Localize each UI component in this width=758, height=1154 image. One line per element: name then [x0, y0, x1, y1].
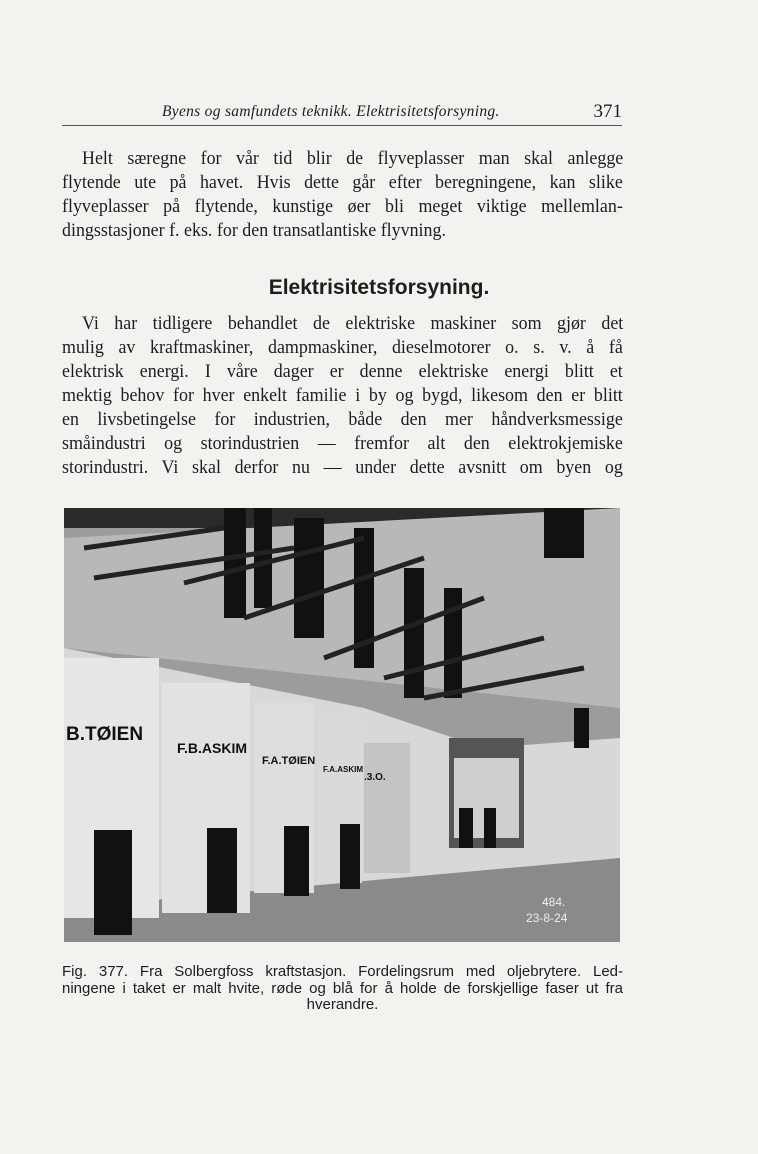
text-line: småindustri og storindustrien — fremfor alt den elektrokjemiske [62, 433, 623, 454]
text-line: elektrisk energi. I våre dager er denne elektriske energi blitt et [62, 361, 623, 382]
plate-date: 23-8-24 [526, 911, 568, 925]
text-line: Vi har tidligere behandlet de elektriske maskiner som gjør det [82, 313, 624, 334]
panel-label: F.B.ASKIM [177, 740, 247, 756]
section-heading: Elektrisitetsforsyning. [268, 276, 490, 299]
caption-line: Fig. 377. Fra Solbergfoss kraftstasjon. Fordelingsrum med oljebrytere. Led- [62, 963, 623, 980]
text-line: en livsbetingelse for industrien, både den mer håndverksmessige [62, 409, 623, 430]
panel-label: F.A.TØIEN [262, 755, 316, 767]
caption-line: hverandre. [306, 996, 379, 1013]
caption-line: ningene i taket er malt hvite, røde og blå for å holde de forskjellige faser ut fra [62, 980, 623, 997]
switchgear-room-photo [64, 508, 620, 942]
panel-label: .3.O. [364, 772, 386, 783]
text-line: storindustri. Vi skal derfor nu — under dette avsnitt om byen og [62, 457, 623, 478]
running-title: Byens og samfundets teknikk. Elektrisitetsforsyning. [162, 103, 500, 120]
plate-number: 484. [542, 895, 566, 909]
text-line: Helt særegne for vår tid blir de flyveplasser man skal anlegge [82, 148, 624, 169]
text-line: mektig behov for hver enkelt familie i by og bygd, likesom den er blitt [62, 385, 623, 406]
text-line: flyveplasser på flytende, kunstige øer bli meget viktige mellemlan- [62, 196, 623, 217]
panel-label: B.TØIEN [66, 724, 144, 745]
text-line: mulig av kraftmaskiner, dampmaskiner, dieselmotorer o. s. v. å få [62, 337, 623, 358]
page-number: 371 [593, 101, 622, 122]
running-header [62, 101, 622, 126]
text-line: flytende ute på havet. Hvis dette går efter beregningene, kan slike [62, 172, 623, 193]
panel-label: F.A.ASKIM [323, 765, 363, 774]
text-line: dingsstasjoner f. eks. for den transatlantiske flyvning. [62, 220, 446, 241]
